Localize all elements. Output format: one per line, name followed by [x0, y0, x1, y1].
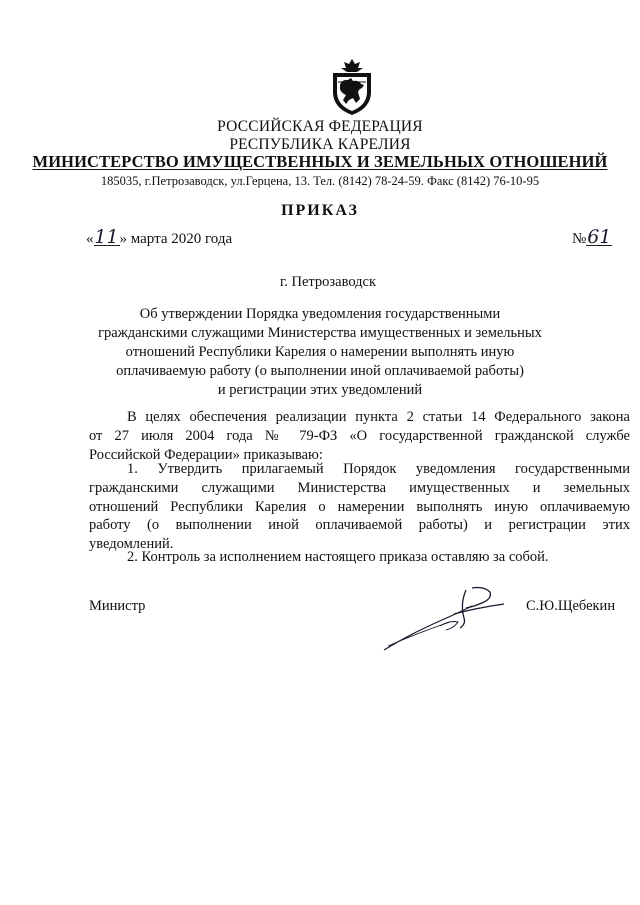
subject-line: Об утверждении Порядка уведомления государственными — [139, 306, 501, 322]
paragraph-line: уведомлений. — [89, 536, 174, 553]
date-open-quote: « — [86, 231, 94, 247]
subject-line: оплачиваемую работу (о выполнении иной оплачиваемой работы) — [116, 363, 524, 379]
paragraph-line: 1. Утвердить прилагаемый Порядок уведомления государственными — [127, 461, 630, 477]
paragraph-line: отношений Республики Карелия о намерении выполнять иную оплачиваемую — [89, 498, 630, 515]
handwritten-signature-icon — [380, 584, 510, 654]
paragraph-line: работу (о выполнении иной оплачиваемой работы) и регистрации этих — [89, 517, 630, 534]
coat-of-arms-icon — [329, 58, 375, 116]
item-1-paragraph — [89, 460, 630, 554]
city-name: г. Петрозаводск — [279, 274, 377, 290]
number-prefix: № — [572, 231, 587, 247]
document-title: ПРИКАЗ — [281, 202, 359, 219]
order-number — [572, 226, 612, 248]
subject-line: и регистрации этих уведомлений — [217, 382, 423, 398]
subject-line: отношений Республики Карелия о намерении выполнять иную — [125, 344, 515, 360]
paragraph-line: гражданскими служащими Министерства имущественных и земельных — [89, 479, 630, 496]
order-number-handwritten: 61 — [587, 226, 612, 248]
ministry-name: МИНИСТЕРСТВО ИМУЩЕСТВЕННЫХ И ЗЕМЕЛЬНЫХ ОТНОШЕНИЙ — [32, 152, 608, 171]
intro-paragraph — [89, 408, 630, 464]
paragraph-line: В целях обеспечения реализации пункта 2 статьи 14 Федерального закона — [127, 409, 630, 425]
order-date — [86, 226, 233, 248]
country-name: РОССИЙСКАЯ ФЕДЕРАЦИЯ — [217, 118, 423, 135]
item-2-paragraph — [89, 548, 630, 567]
paragraph-line: 2. Контроль за исполнением настоящего приказа оставляю за собой. — [127, 549, 549, 565]
ministry-address: 185035, г.Петрозаводск, ул.Герцена, 13. Тел. (8142) 78-24-59. Факс (8142) 76-10-95 — [100, 174, 540, 188]
paragraph-line: Российской Федерации» приказываю: — [89, 446, 323, 463]
date-day-handwritten: 11 — [94, 226, 119, 248]
signer-name: С.Ю.Щебекин — [526, 598, 616, 614]
subject-line: гражданскими служащими Министерства имущественных и земельных — [98, 325, 542, 341]
republic-name: РЕСПУБЛИКА КАРЕЛИЯ — [229, 136, 411, 153]
date-month-year: » марта 2020 года — [119, 231, 233, 247]
signer-position: Министр — [89, 598, 146, 614]
paragraph-line: от 27 июля 2004 года № 79-ФЗ «О государственной гражданской службе — [89, 427, 630, 444]
